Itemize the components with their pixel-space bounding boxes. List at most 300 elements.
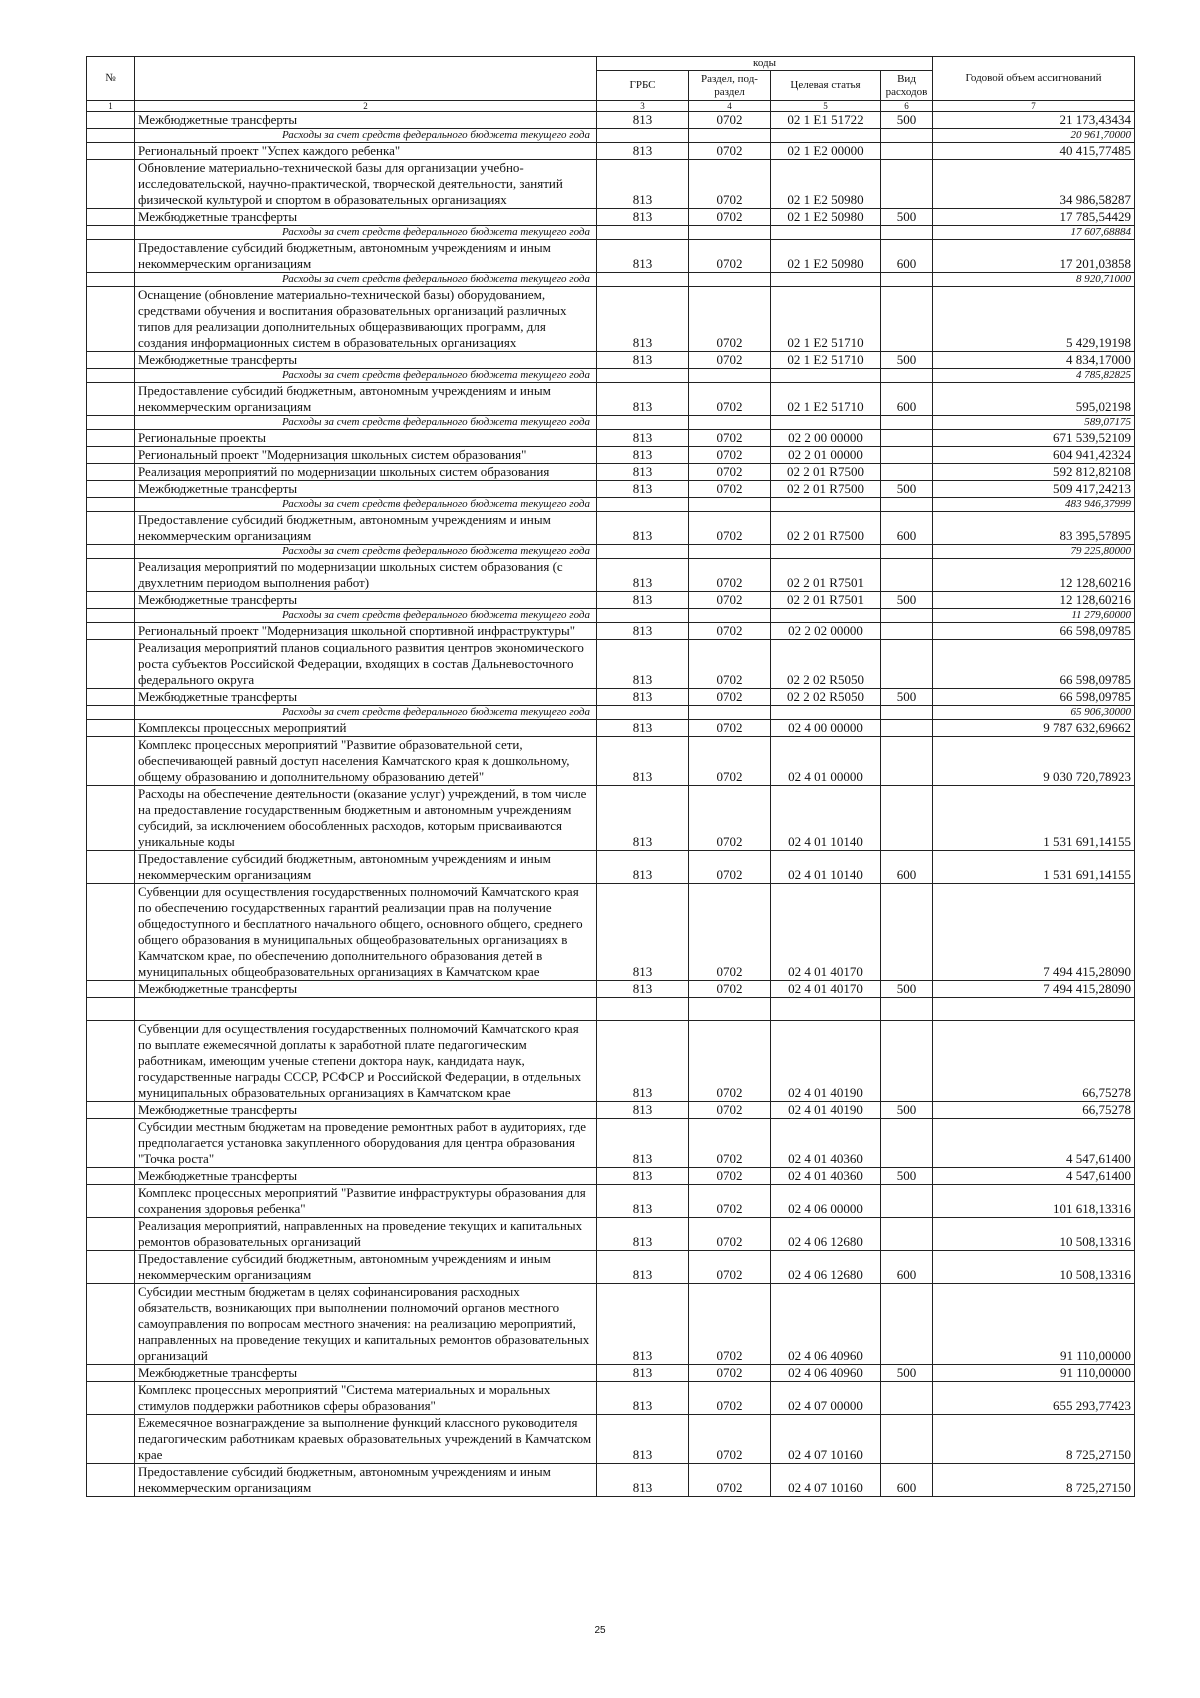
grbs-cell — [597, 416, 689, 430]
federal-funds-label: Расходы за счет средств федерального бюджета текущего года — [135, 498, 597, 512]
target-article-cell: 02 4 01 40170 — [771, 884, 881, 981]
razdel-cell: 0702 — [689, 383, 771, 416]
razdel-cell: 0702 — [689, 240, 771, 273]
table-row — [87, 464, 1135, 481]
target-article-cell: 02 4 07 10160 — [771, 1415, 881, 1464]
amount-cell: 12 128,60216 — [933, 559, 1135, 592]
amount-cell: 589,07175 — [933, 416, 1135, 430]
expense-type-cell: 500 — [881, 209, 933, 226]
target-article-cell: 02 2 00 00000 — [771, 430, 881, 447]
table-row — [87, 1464, 1135, 1497]
row-num-cell — [87, 430, 135, 447]
razdel-cell: 0702 — [689, 112, 771, 129]
row-num-cell — [87, 226, 135, 240]
expense-type-cell — [881, 1021, 933, 1102]
item-name: Субсидии местным бюджетам в целях софинансирования расходных обязательств, возникающих при выполнении полномочий органов местного самоуправления по вопросам местного значения: на реализацию мероприятий, направленных на проведение текущих и капитальных ремонтов образовательных организаций — [135, 1284, 597, 1365]
grbs-cell: 813 — [597, 1021, 689, 1102]
row-num-cell — [87, 209, 135, 226]
row-num-cell — [87, 1365, 135, 1382]
amount-cell: 671 539,52109 — [933, 430, 1135, 447]
table-row — [87, 1102, 1135, 1119]
target-article-cell: 02 4 01 40360 — [771, 1119, 881, 1168]
table-row — [87, 240, 1135, 273]
expense-type-cell — [881, 737, 933, 786]
item-name: Предоставление субсидий бюджетным, автономным учреждениям и иным некоммерческим организациям — [135, 383, 597, 416]
expense-type-cell — [881, 720, 933, 737]
razdel-cell: 0702 — [689, 1284, 771, 1365]
amount-cell: 7 494 415,28090 — [933, 884, 1135, 981]
grbs-cell: 813 — [597, 1168, 689, 1185]
grbs-cell: 813 — [597, 112, 689, 129]
amount-cell: 17 607,68884 — [933, 226, 1135, 240]
item-name: Реализация мероприятий, направленных на проведение текущих и капитальных ремонтов образовательных организаций — [135, 1218, 597, 1251]
expense-type-cell: 500 — [881, 981, 933, 998]
table-row — [87, 851, 1135, 884]
row-num-cell — [87, 1102, 135, 1119]
amount-cell: 1 531 691,14155 — [933, 851, 1135, 884]
empty-cell — [881, 998, 933, 1021]
target-article-cell: 02 1 E2 50980 — [771, 240, 881, 273]
row-num-cell — [87, 160, 135, 209]
table-row — [87, 112, 1135, 129]
table-row — [87, 559, 1135, 592]
row-num-cell — [87, 851, 135, 884]
amount-cell: 9 787 632,69662 — [933, 720, 1135, 737]
amount-cell: 8 725,27150 — [933, 1415, 1135, 1464]
amount-cell: 595,02198 — [933, 383, 1135, 416]
amount-cell: 17 201,03858 — [933, 240, 1135, 273]
item-name: Межбюджетные трансферты — [135, 1365, 597, 1382]
row-num-cell — [87, 512, 135, 545]
item-name: Межбюджетные трансферты — [135, 1168, 597, 1185]
row-num-cell — [87, 447, 135, 464]
header-celevaya: Целевая статья — [771, 71, 881, 101]
item-name: Реализация мероприятий по модернизации школьных систем образования — [135, 464, 597, 481]
target-article-cell — [771, 369, 881, 383]
razdel-cell — [689, 369, 771, 383]
razdel-cell — [689, 498, 771, 512]
table-header — [87, 57, 1135, 112]
table-row — [87, 481, 1135, 498]
item-name: Предоставление субсидий бюджетным, автономным учреждениям и иным некоммерческим организациям — [135, 512, 597, 545]
expense-type-cell — [881, 786, 933, 851]
expense-type-cell — [881, 1284, 933, 1365]
grbs-cell — [597, 498, 689, 512]
table-row — [87, 352, 1135, 369]
amount-cell: 66 598,09785 — [933, 689, 1135, 706]
row-num-cell — [87, 1185, 135, 1218]
row-num-cell — [87, 240, 135, 273]
row-num-cell — [87, 1382, 135, 1415]
expense-type-cell: 500 — [881, 352, 933, 369]
page-number: 25 — [594, 1625, 606, 1636]
target-article-cell — [771, 273, 881, 287]
grbs-cell: 813 — [597, 352, 689, 369]
row-num-cell — [87, 1464, 135, 1497]
amount-cell: 66 598,09785 — [933, 640, 1135, 689]
table-row — [87, 1251, 1135, 1284]
item-name: Ежемесячное вознаграждение за выполнение функций классного руководителя педагогическим работникам краевых образовательных учреждений в Камчатском крае — [135, 1415, 597, 1464]
expense-type-cell: 500 — [881, 481, 933, 498]
amount-cell: 91 110,00000 — [933, 1284, 1135, 1365]
target-article-cell: 02 4 01 10140 — [771, 786, 881, 851]
item-name: Обновление материально-технической базы для организации учебно-исследовательской, научно-практической, творческой деятельности, занятий физической культурой и спортом в образовательных организациях — [135, 160, 597, 209]
row-num-cell — [87, 143, 135, 160]
target-article-cell: 02 2 01 R7501 — [771, 559, 881, 592]
row-num-cell — [87, 884, 135, 981]
target-article-cell: 02 2 02 00000 — [771, 623, 881, 640]
expense-type-cell: 600 — [881, 851, 933, 884]
federal-funds-label: Расходы за счет средств федерального бюджета текущего года — [135, 706, 597, 720]
header-vid: Вид расходов — [881, 71, 933, 101]
row-num-cell — [87, 1415, 135, 1464]
target-article-cell: 02 1 E2 51710 — [771, 383, 881, 416]
table-row — [87, 287, 1135, 352]
table-row — [87, 1415, 1135, 1464]
empty-cell — [689, 998, 771, 1021]
row-num-cell — [87, 592, 135, 609]
grbs-cell: 813 — [597, 512, 689, 545]
amount-cell: 34 986,58287 — [933, 160, 1135, 209]
grbs-cell — [597, 545, 689, 559]
target-article-cell — [771, 609, 881, 623]
column-number: 4 — [689, 101, 771, 112]
expense-type-cell — [881, 1382, 933, 1415]
item-name: Региональный проект "Успех каждого ребенка" — [135, 143, 597, 160]
razdel-cell: 0702 — [689, 481, 771, 498]
grbs-cell: 813 — [597, 143, 689, 160]
item-name: Комплекс процессных мероприятий "Развитие инфраструктуры образования для сохранения здоровья ребенка" — [135, 1185, 597, 1218]
column-number: 2 — [135, 101, 597, 112]
header-codes: коды — [597, 57, 933, 71]
expense-type-cell — [881, 447, 933, 464]
razdel-cell: 0702 — [689, 981, 771, 998]
expense-type-cell: 600 — [881, 1464, 933, 1497]
target-article-cell: 02 1 E2 50980 — [771, 209, 881, 226]
target-article-cell: 02 4 07 10160 — [771, 1464, 881, 1497]
amount-cell: 509 417,24213 — [933, 481, 1135, 498]
table-row — [87, 689, 1135, 706]
razdel-cell: 0702 — [689, 447, 771, 464]
target-article-cell: 02 4 06 40960 — [771, 1284, 881, 1365]
razdel-cell: 0702 — [689, 430, 771, 447]
amount-cell: 101 618,13316 — [933, 1185, 1135, 1218]
row-num-cell — [87, 352, 135, 369]
target-article-cell: 02 4 01 40190 — [771, 1102, 881, 1119]
amount-cell: 4 547,61400 — [933, 1168, 1135, 1185]
target-article-cell — [771, 498, 881, 512]
expense-type-cell — [881, 559, 933, 592]
federal-funds-row — [87, 706, 1135, 720]
grbs-cell: 813 — [597, 383, 689, 416]
razdel-cell: 0702 — [689, 1382, 771, 1415]
table-row — [87, 1382, 1135, 1415]
table-row — [87, 1168, 1135, 1185]
item-name: Предоставление субсидий бюджетным, автономным учреждениям и иным некоммерческим организациям — [135, 1464, 597, 1497]
razdel-cell: 0702 — [689, 737, 771, 786]
item-name: Комплексы процессных мероприятий — [135, 720, 597, 737]
expense-type-cell — [881, 884, 933, 981]
razdel-cell: 0702 — [689, 1415, 771, 1464]
target-article-cell: 02 4 06 00000 — [771, 1185, 881, 1218]
razdel-cell — [689, 609, 771, 623]
razdel-cell: 0702 — [689, 1021, 771, 1102]
spacer-row — [87, 998, 1135, 1021]
amount-cell: 12 128,60216 — [933, 592, 1135, 609]
grbs-cell: 813 — [597, 464, 689, 481]
grbs-cell — [597, 369, 689, 383]
row-num-cell — [87, 1218, 135, 1251]
grbs-cell: 813 — [597, 592, 689, 609]
grbs-cell: 813 — [597, 1218, 689, 1251]
item-name: Субвенции для осуществления государственных полномочий Камчатского края по выплате ежемесячной доплаты к заработной плате педагогическим работникам, имеющим ученые степени доктора наук, кандидата наук, государственные награды СССР, РСФСР и Российской Федерации, в отдельных муниципальных образовательных организациях в Камчатском крае — [135, 1021, 597, 1102]
empty-cell — [135, 998, 597, 1021]
target-article-cell: 02 2 01 R7500 — [771, 512, 881, 545]
row-num-cell — [87, 609, 135, 623]
expense-type-cell: 600 — [881, 1251, 933, 1284]
row-num-cell — [87, 737, 135, 786]
grbs-cell: 813 — [597, 160, 689, 209]
expense-type-cell — [881, 160, 933, 209]
razdel-cell: 0702 — [689, 786, 771, 851]
row-num-cell — [87, 706, 135, 720]
target-article-cell: 02 4 01 00000 — [771, 737, 881, 786]
table-row — [87, 512, 1135, 545]
table-row — [87, 447, 1135, 464]
razdel-cell — [689, 129, 771, 143]
item-name: Субвенции для осуществления государственных полномочий Камчатского края по обеспечению государственных гарантий реализации прав на получение общедоступного и бесплатного начального общего, основного общего, среднего общего образования в муниципальных общеобразовательных организациях в Камчатском крае, по обеспечению дополнительного образования детей в муниципальных общеобразовательных организациях в Камчатском крае — [135, 884, 597, 981]
expense-type-cell — [881, 273, 933, 287]
row-num-cell — [87, 720, 135, 737]
target-article-cell: 02 1 E2 51710 — [771, 352, 881, 369]
row-num-cell — [87, 1251, 135, 1284]
amount-cell: 7 494 415,28090 — [933, 981, 1135, 998]
expense-type-cell — [881, 287, 933, 352]
row-num-cell — [87, 1021, 135, 1102]
item-name: Межбюджетные трансферты — [135, 352, 597, 369]
razdel-cell: 0702 — [689, 720, 771, 737]
row-num-cell — [87, 129, 135, 143]
row-num-cell — [87, 640, 135, 689]
federal-funds-row — [87, 369, 1135, 383]
razdel-cell: 0702 — [689, 851, 771, 884]
federal-funds-label: Расходы за счет средств федерального бюджета текущего года — [135, 273, 597, 287]
item-name: Оснащение (обновление материально-технической базы) оборудованием, средствами обучения и воспитания образовательных организаций различных типов для реализации дополнительных общеразвивающих программ, для создания информационных систем в образовательных организациях — [135, 287, 597, 352]
table-row — [87, 1119, 1135, 1168]
item-name: Предоставление субсидий бюджетным, автономным учреждениям и иным некоммерческим организациям — [135, 851, 597, 884]
amount-cell: 4 785,82825 — [933, 369, 1135, 383]
item-name: Предоставление субсидий бюджетным, автономным учреждениям и иным некоммерческим организациям — [135, 240, 597, 273]
grbs-cell: 813 — [597, 447, 689, 464]
amount-cell: 483 946,37999 — [933, 498, 1135, 512]
table-row — [87, 160, 1135, 209]
amount-cell: 17 785,54429 — [933, 209, 1135, 226]
amount-cell: 10 508,13316 — [933, 1251, 1135, 1284]
table-row — [87, 1185, 1135, 1218]
grbs-cell: 813 — [597, 1365, 689, 1382]
expense-type-cell: 500 — [881, 592, 933, 609]
expense-type-cell — [881, 1119, 933, 1168]
row-num-cell — [87, 1168, 135, 1185]
target-article-cell: 02 2 02 R5050 — [771, 640, 881, 689]
razdel-cell: 0702 — [689, 884, 771, 981]
grbs-cell: 813 — [597, 209, 689, 226]
item-name: Межбюджетные трансферты — [135, 1102, 597, 1119]
amount-cell: 79 225,80000 — [933, 545, 1135, 559]
expense-type-cell — [881, 609, 933, 623]
federal-funds-label: Расходы за счет средств федерального бюджета текущего года — [135, 416, 597, 430]
header-grbs: ГРБС — [597, 71, 689, 101]
item-name: Межбюджетные трансферты — [135, 112, 597, 129]
amount-cell: 83 395,57895 — [933, 512, 1135, 545]
table-row — [87, 1218, 1135, 1251]
razdel-cell — [689, 273, 771, 287]
row-num-cell — [87, 1284, 135, 1365]
amount-cell: 66 598,09785 — [933, 623, 1135, 640]
target-article-cell: 02 4 06 12680 — [771, 1218, 881, 1251]
razdel-cell: 0702 — [689, 287, 771, 352]
razdel-cell: 0702 — [689, 512, 771, 545]
target-article-cell: 02 2 01 R7500 — [771, 481, 881, 498]
item-name: Региональный проект "Модернизация школьной спортивной инфраструктуры" — [135, 623, 597, 640]
expense-type-cell — [881, 498, 933, 512]
grbs-cell: 813 — [597, 1119, 689, 1168]
row-num-cell — [87, 369, 135, 383]
header-volume: Годовой объем ассигнований — [933, 57, 1135, 101]
empty-cell — [597, 998, 689, 1021]
amount-cell: 21 173,43434 — [933, 112, 1135, 129]
row-num-cell — [87, 287, 135, 352]
razdel-cell: 0702 — [689, 1119, 771, 1168]
federal-funds-row — [87, 273, 1135, 287]
target-article-cell: 02 2 01 00000 — [771, 447, 881, 464]
amount-cell: 1 531 691,14155 — [933, 786, 1135, 851]
razdel-cell: 0702 — [689, 160, 771, 209]
column-numbers-row — [87, 101, 1135, 112]
target-article-cell: 02 2 01 R7500 — [771, 464, 881, 481]
grbs-cell: 813 — [597, 640, 689, 689]
razdel-cell — [689, 545, 771, 559]
grbs-cell: 813 — [597, 981, 689, 998]
expense-type-cell — [881, 623, 933, 640]
item-name: Межбюджетные трансферты — [135, 981, 597, 998]
federal-funds-row — [87, 226, 1135, 240]
expense-type-cell — [881, 430, 933, 447]
target-article-cell: 02 4 06 12680 — [771, 1251, 881, 1284]
expense-type-cell — [881, 1218, 933, 1251]
empty-cell — [933, 998, 1135, 1021]
item-name: Субсидии местным бюджетам на проведение ремонтных работ в аудиториях, где предполагается установка закупленного оборудования для центра образования "Точка роста" — [135, 1119, 597, 1168]
target-article-cell: 02 4 00 00000 — [771, 720, 881, 737]
target-article-cell: 02 4 06 40960 — [771, 1365, 881, 1382]
target-article-cell — [771, 706, 881, 720]
razdel-cell: 0702 — [689, 209, 771, 226]
amount-cell: 40 415,77485 — [933, 143, 1135, 160]
grbs-cell: 813 — [597, 559, 689, 592]
budget-table-sheet — [86, 56, 1134, 1497]
expense-type-cell: 500 — [881, 1168, 933, 1185]
expense-type-cell — [881, 640, 933, 689]
grbs-cell: 813 — [597, 1102, 689, 1119]
row-num-cell — [87, 559, 135, 592]
federal-funds-label: Расходы за счет средств федерального бюджета текущего года — [135, 609, 597, 623]
item-name: Расходы на обеспечение деятельности (оказание услуг) учреждений, в том числе на предоставление государственным бюджетным и автономным учреждениям субсидий, за исключением обособленных расходов, которым присваиваются уникальные коды — [135, 786, 597, 851]
amount-cell: 8 725,27150 — [933, 1464, 1135, 1497]
item-name: Комплекс процессных мероприятий "Развитие образовательной сети, обеспечивающей равный доступ населения Камчатского края к дошкольному, общему образованию и дополнительному образованию детей" — [135, 737, 597, 786]
razdel-cell — [689, 226, 771, 240]
razdel-cell: 0702 — [689, 1365, 771, 1382]
amount-cell: 8 920,71000 — [933, 273, 1135, 287]
grbs-cell — [597, 706, 689, 720]
row-num-cell — [87, 383, 135, 416]
razdel-cell: 0702 — [689, 1218, 771, 1251]
empty-cell — [87, 998, 135, 1021]
column-number: 6 — [881, 101, 933, 112]
amount-cell: 20 961,70000 — [933, 129, 1135, 143]
table-row — [87, 430, 1135, 447]
amount-cell: 9 030 720,78923 — [933, 737, 1135, 786]
razdel-cell — [689, 706, 771, 720]
grbs-cell — [597, 226, 689, 240]
header-razdel: Раздел, под-раздел — [689, 71, 771, 101]
item-name: Реализация мероприятий планов социального развития центров экономического роста субъектов Российской Федерации, входящих в состав Дальневосточного федерального округа — [135, 640, 597, 689]
grbs-cell: 813 — [597, 737, 689, 786]
target-article-cell — [771, 129, 881, 143]
federal-funds-label: Расходы за счет средств федерального бюджета текущего года — [135, 545, 597, 559]
table-row — [87, 884, 1135, 981]
razdel-cell: 0702 — [689, 623, 771, 640]
expense-type-cell — [881, 129, 933, 143]
razdel-cell: 0702 — [689, 464, 771, 481]
table-row — [87, 383, 1135, 416]
column-number: 7 — [933, 101, 1135, 112]
expense-type-cell: 500 — [881, 1102, 933, 1119]
table-row — [87, 737, 1135, 786]
amount-cell: 66,75278 — [933, 1102, 1135, 1119]
row-num-cell — [87, 786, 135, 851]
expense-type-cell: 500 — [881, 112, 933, 129]
item-name: Межбюджетные трансферты — [135, 481, 597, 498]
razdel-cell: 0702 — [689, 559, 771, 592]
expense-type-cell — [881, 706, 933, 720]
grbs-cell: 813 — [597, 481, 689, 498]
table-row — [87, 623, 1135, 640]
razdel-cell: 0702 — [689, 1185, 771, 1218]
row-num-cell — [87, 623, 135, 640]
grbs-cell: 813 — [597, 623, 689, 640]
federal-funds-row — [87, 416, 1135, 430]
item-name: Межбюджетные трансферты — [135, 689, 597, 706]
amount-cell: 91 110,00000 — [933, 1365, 1135, 1382]
expense-type-cell — [881, 226, 933, 240]
amount-cell: 4 547,61400 — [933, 1119, 1135, 1168]
target-article-cell: 02 2 02 R5050 — [771, 689, 881, 706]
item-name: Региональные проекты — [135, 430, 597, 447]
expense-type-cell — [881, 1185, 933, 1218]
expense-type-cell: 600 — [881, 240, 933, 273]
federal-funds-label: Расходы за счет средств федерального бюджета текущего года — [135, 129, 597, 143]
row-num-cell — [87, 481, 135, 498]
table-row — [87, 143, 1135, 160]
expense-type-cell: 500 — [881, 1365, 933, 1382]
federal-funds-row — [87, 129, 1135, 143]
federal-funds-row — [87, 609, 1135, 623]
expense-type-cell: 600 — [881, 512, 933, 545]
expense-type-cell — [881, 464, 933, 481]
target-article-cell: 02 4 07 00000 — [771, 1382, 881, 1415]
header-num: № — [87, 57, 135, 101]
item-name: Региональный проект "Модернизация школьных систем образования" — [135, 447, 597, 464]
